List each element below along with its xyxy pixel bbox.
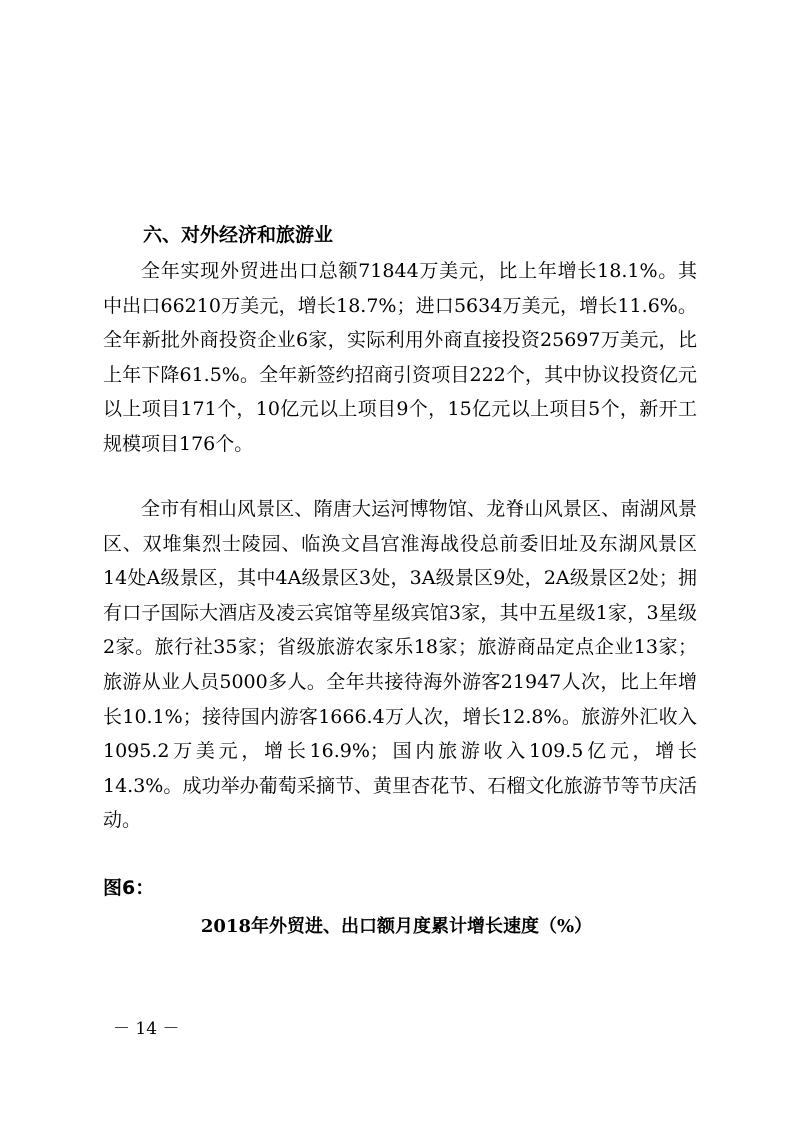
figure-label: 图6： (103, 877, 155, 899)
figure-title: 2018年外贸进、出口额月度累计增长速度（%） (200, 916, 593, 937)
section-heading: 六、对外经济和旅游业 (143, 224, 334, 246)
paragraph-tourism: 全市有相山风景区、隋唐大运河博物馆、龙脊山风景区、南湖风景区、双堆集烈士陵园、临涣文昌宫淮海战役总前委旧址及东湖风景区14处A级景区，其中4A级景区3处，3A级景区9处，2A级景区2处；拥有口子国际大酒店及凌云宾馆等星级宾馆3家，其中五星级1家，3星级2家。旅行社35家；省级旅游农家乐18家；旅游商品定点企业13家；旅游从业人员5000多人。全年共接待海外游客21947人次，比上年增长10.1%；接待国内游客1666.4万人次，增长12.8%。旅游外汇收入1095.2万美元，增长16.9%；国内旅游收入109.5亿元，增长14.3%。成功举办葡萄采摘节、黄里杏花节、石榴文化旅游节等节庆活动。 (103, 498, 697, 832)
page-number: － 14 － (113, 1019, 180, 1039)
paragraph-foreign-trade: 全年实现外贸进出口总额71844万美元，比上年增长18.1%。其中出口66210万美元，增长18.7%；进口5634万美元，增长11.6%。全年新批外商投资企业6家，实际利用外商直接投资25697万美元，比上年下降61.5%。全年新签约招商引资项目222个，其中协议投资亿元以上项目171个，10亿元以上项目9个，15亿元以上项目5个，新开工规模项目176个。 (103, 260, 697, 455)
